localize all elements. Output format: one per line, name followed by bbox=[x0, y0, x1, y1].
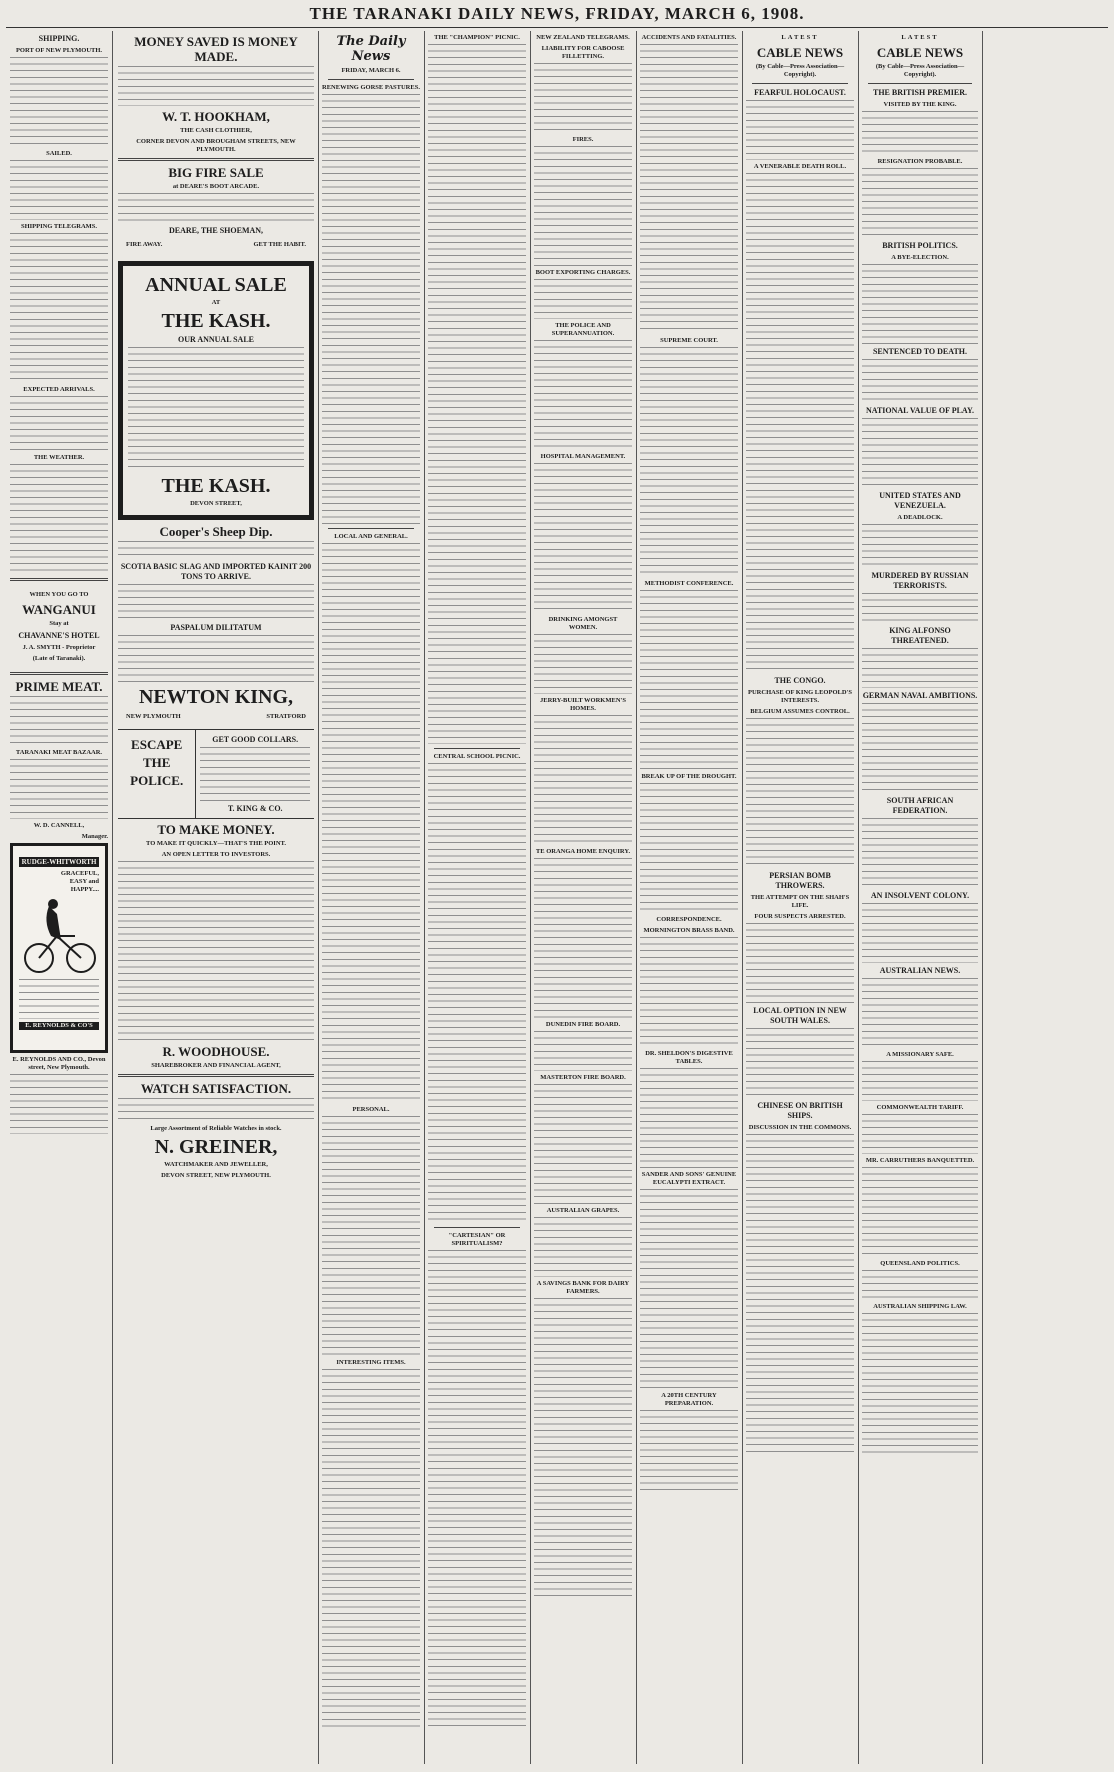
drought-heading: BREAK UP OF THE DROUGHT. bbox=[641, 773, 737, 780]
savings-text bbox=[534, 1298, 632, 1598]
tking-name: T. KING & CO. bbox=[227, 804, 283, 813]
hotel-town: WANGANUI bbox=[22, 602, 96, 617]
make-money-sub: TO MAKE IT QUICKLY—THAT'S THE POINT. bbox=[145, 840, 287, 847]
police-heading: THE POLICE AND SUPERANNUATION. bbox=[551, 322, 615, 337]
latest-label: LATEST bbox=[781, 34, 819, 41]
carruthers-heading: MR. CARRUTHERS BANQUETTED. bbox=[865, 1157, 975, 1164]
scotia-text bbox=[118, 584, 314, 620]
central-text bbox=[428, 763, 526, 1223]
murdered-text bbox=[862, 593, 978, 623]
national-play-heading: NATIONAL VALUE OF PLAY. bbox=[865, 406, 975, 415]
chinese-text bbox=[746, 1134, 854, 1454]
masthead: THE TARANAKI DAILY NEWS, FRIDAY, MARCH 6, 1908. bbox=[309, 4, 805, 23]
local-option-text bbox=[746, 1028, 854, 1098]
interesting-text bbox=[322, 1369, 420, 1729]
shipping-law-text bbox=[862, 1313, 978, 1453]
column-rule bbox=[858, 31, 859, 1764]
reynolds-banner: E. REYNOLDS & CO'S bbox=[19, 1022, 99, 1030]
local-text bbox=[322, 543, 420, 1103]
century-heading: A 20TH CENTURY PREPARATION. bbox=[661, 1392, 717, 1407]
kash-sale-ad bbox=[118, 261, 314, 520]
south-african-text bbox=[862, 818, 978, 888]
kash-devon: DEVON STREET, bbox=[190, 500, 242, 507]
murdered-heading: MURDERED BY RUSSIAN TERRORISTS. bbox=[871, 571, 969, 590]
meat-cannell: W. D. CANNELL, bbox=[33, 822, 85, 829]
fires-heading: FIRES. bbox=[572, 136, 594, 143]
masterton-text bbox=[534, 1084, 632, 1204]
make-money-text bbox=[118, 861, 314, 1041]
editorial-date: FRIDAY, MARCH 6. bbox=[341, 67, 401, 74]
cable-news-heading: CABLE NEWS bbox=[756, 45, 844, 60]
column-rule bbox=[982, 31, 983, 1764]
our-annual-sale: OUR ANNUAL SALE bbox=[177, 335, 254, 344]
insolvent-heading: AN INSOLVENT COLONY. bbox=[870, 891, 970, 900]
methodist-text bbox=[640, 590, 738, 770]
correspondence-heading: CORRESPONDENCE. bbox=[656, 916, 722, 923]
newton-king-places bbox=[118, 710, 314, 723]
expected-arrivals-text bbox=[10, 396, 108, 451]
sander-heading: SANDER AND SONS' GENUINE EUCALYPTI EXTRACT. bbox=[641, 1171, 737, 1186]
jerry-text bbox=[534, 715, 632, 845]
sander-text bbox=[640, 1189, 738, 1389]
collars-text bbox=[200, 747, 310, 801]
renewing-text bbox=[322, 94, 420, 524]
discussion-heading: DISCUSSION IN THE COMMONS. bbox=[748, 1124, 852, 1131]
holocaust-subheads bbox=[746, 100, 854, 160]
coopers-heading: Cooper's Sheep Dip. bbox=[159, 524, 273, 539]
shipping-law-heading: AUSTRALIAN SHIPPING LAW. bbox=[873, 1303, 967, 1310]
scotia-heading: SCOTIA BASIC SLAG AND IMPORTED KAINIT 200 TONS TO ARRIVE. bbox=[120, 562, 312, 581]
masterton-heading: MASTERTON FIRE BOARD. bbox=[540, 1074, 626, 1081]
te-oranga-text bbox=[534, 858, 632, 1018]
escape-word: ESCAPE bbox=[131, 737, 183, 752]
insolvent-text bbox=[862, 903, 978, 963]
port-heading: PORT OF NEW PLYMOUTH. bbox=[15, 47, 103, 54]
divider bbox=[10, 578, 108, 581]
chinese-heading: CHINESE ON BRITISH SHIPS. bbox=[757, 1101, 843, 1120]
hookham-sub: THE CASH CLOTHIER, bbox=[180, 127, 252, 134]
dunedin-heading: DUNEDIN FIRE BOARD. bbox=[545, 1021, 621, 1028]
dunedin-text bbox=[534, 1031, 632, 1071]
meat-text bbox=[10, 696, 108, 746]
supreme-text bbox=[640, 347, 738, 577]
meat-ad bbox=[10, 679, 108, 841]
liability-text bbox=[534, 63, 632, 133]
hookham-name: W. T. HOOKHAM, bbox=[162, 109, 270, 124]
greiner-name: N. GREINER, bbox=[154, 1136, 278, 1158]
watch-heading: WATCH SATISFACTION. bbox=[140, 1081, 292, 1096]
column-cable-news-2 bbox=[862, 31, 978, 1766]
carruthers-text bbox=[862, 1167, 978, 1257]
deare-footer bbox=[118, 238, 314, 251]
police-text bbox=[534, 340, 632, 450]
interesting-heading: INTERESTING ITEMS. bbox=[336, 1359, 406, 1366]
national-play-text bbox=[862, 418, 978, 488]
expected-arrivals-heading: EXPECTED ARRIVALS. bbox=[23, 386, 95, 393]
bicycle-illustration bbox=[19, 896, 103, 976]
open-letter: AN OPEN LETTER TO INVESTORS. bbox=[161, 851, 271, 858]
nk-stratford: STRATFORD bbox=[266, 713, 306, 720]
meat-bazaar: TARANAKI MEAT BAZAAR. bbox=[15, 749, 103, 756]
accidents-text bbox=[640, 44, 738, 334]
mornington-text bbox=[640, 937, 738, 1047]
deare-arcade: at DEARE'S BOOT ARCADE. bbox=[172, 183, 260, 190]
column-nz-telegrams bbox=[534, 31, 632, 1766]
congo-text bbox=[746, 718, 854, 868]
venerable-heading: A VENERABLE DEATH ROLL. bbox=[753, 163, 847, 170]
liability-heading: LIABILITY FOR CABOOSE FILLETTING. bbox=[541, 45, 625, 60]
newton-king-name: NEWTON KING, bbox=[138, 686, 294, 708]
resignation-heading: RESIGNATION PROBABLE. bbox=[877, 158, 963, 165]
deadlock-text bbox=[862, 524, 978, 568]
by-cable-2: (By Cable—Press Association—Copyright). bbox=[875, 63, 965, 78]
drinking-heading: DRINKING AMONGST WOMEN. bbox=[548, 616, 618, 631]
methodist-heading: METHODIST CONFERENCE. bbox=[644, 580, 734, 587]
missionary-text bbox=[862, 1061, 978, 1101]
sailed-heading: SAILED. bbox=[46, 150, 72, 157]
hotel-proprietor: J. A. SMYTH - Proprietor bbox=[22, 644, 96, 651]
paspalum-heading: PASPALUM DILITATUM bbox=[170, 623, 262, 632]
premier-heading: THE BRITISH PREMIER. bbox=[872, 88, 968, 97]
column-picnics bbox=[428, 31, 526, 1766]
australian-news-heading: AUSTRALIAN NEWS. bbox=[879, 966, 961, 975]
column-rule bbox=[530, 31, 531, 1764]
belgium-heading: BELGIUM ASSUMES CONTROL. bbox=[750, 708, 850, 715]
rudge-slogan: GRACEFUL, EASY and HAPPY.... bbox=[60, 870, 99, 893]
rudge-whitworth-ad bbox=[10, 843, 108, 1053]
local-heading: LOCAL AND GENERAL. bbox=[334, 533, 408, 540]
sentenced-text bbox=[862, 359, 978, 403]
hospital-heading: HOSPITAL MANAGEMENT. bbox=[540, 453, 626, 460]
resignation-text bbox=[862, 168, 978, 238]
central-heading: CENTRAL SCHOOL PICNIC. bbox=[433, 753, 521, 760]
column-accidents bbox=[640, 31, 738, 1766]
supreme-heading: SUPREME COURT. bbox=[660, 337, 718, 344]
reynolds-text bbox=[10, 1074, 108, 1134]
holocaust-heading: FEARFUL HOLOCAUST. bbox=[754, 88, 846, 97]
weather-heading: THE WEATHER. bbox=[33, 454, 85, 461]
drought-text bbox=[640, 783, 738, 913]
kash-bottom-name: THE KASH. bbox=[161, 475, 271, 497]
personal-heading: PERSONAL. bbox=[352, 1106, 390, 1113]
personal-text bbox=[322, 1116, 420, 1356]
visited-text bbox=[862, 111, 978, 155]
meat-details bbox=[10, 759, 108, 819]
four-suspects-heading: FOUR SUSPECTS ARRESTED. bbox=[754, 913, 846, 920]
congo-sub: PURCHASE OF KING LEOPOLD'S INTERESTS. bbox=[748, 689, 852, 704]
rudge-heading: RUDGE-WHITWORTH bbox=[19, 857, 99, 867]
column-rule bbox=[636, 31, 637, 1764]
nz-telegrams-heading: NEW ZEALAND TELEGRAMS. bbox=[536, 34, 630, 41]
hospital-text bbox=[534, 463, 632, 613]
masthead-rule bbox=[6, 27, 1108, 28]
tide-table bbox=[10, 57, 108, 147]
persian-heading: PERSIAN BOMB THROWERS. bbox=[769, 871, 831, 890]
hookham-address: CORNER DEVON AND BROUGHAM STREETS, NEW PLYMOUTH. bbox=[136, 138, 296, 153]
kash-items bbox=[128, 347, 304, 472]
divider bbox=[434, 748, 520, 749]
fire-away: FIRE AWAY. bbox=[126, 241, 163, 248]
sheldon-heading: DR. SHELDON'S DIGESTIVE TABLES. bbox=[645, 1050, 733, 1065]
shipping-telegrams-heading: SHIPPING TELEGRAMS. bbox=[20, 223, 98, 230]
kash-name: THE KASH. bbox=[161, 310, 271, 332]
meat-manager: Manager. bbox=[81, 833, 108, 840]
hotel-name: CHAVANNE'S HOTEL bbox=[18, 631, 100, 640]
german-text bbox=[862, 703, 978, 793]
sentenced-heading: SENTENCED TO DEATH. bbox=[872, 347, 968, 356]
deadlock-heading: A DEADLOCK. bbox=[897, 514, 943, 521]
savings-heading: A SAVINGS BANK FOR DAIRY FARMERS. bbox=[536, 1280, 630, 1295]
alfonso-text bbox=[862, 648, 978, 688]
paspalum-text bbox=[118, 635, 314, 683]
jerry-heading: JERRY-BUILT WORKMEN'S HOMES. bbox=[540, 697, 626, 712]
escape-police: POLICE. bbox=[130, 773, 184, 788]
woodhouse-name: R. WOODHOUSE. bbox=[162, 1044, 270, 1059]
australian-news-text bbox=[862, 978, 978, 1048]
money-saved-heading: MONEY SAVED IS MONEY MADE. bbox=[134, 34, 298, 64]
divider bbox=[10, 672, 108, 675]
big-fire-heading: BIG FIRE SALE bbox=[168, 165, 264, 180]
make-money-heading: TO MAKE MONEY. bbox=[157, 822, 275, 837]
divider bbox=[118, 1074, 314, 1077]
australian-grapes-heading: AUSTRALIAN GRAPES. bbox=[546, 1207, 620, 1214]
german-heading: GERMAN NAVAL AMBITIONS. bbox=[862, 691, 978, 700]
local-option-heading: LOCAL OPTION IN NEW SOUTH WALES. bbox=[753, 1006, 847, 1025]
deare-name: DEARE, THE SHOEMAN, bbox=[168, 226, 264, 235]
renewing-heading: RENEWING GORSE PASTURES. bbox=[322, 84, 420, 91]
column-shipping bbox=[10, 31, 108, 1766]
hotel-ad bbox=[10, 585, 108, 668]
visited-heading: VISITED BY THE KING. bbox=[883, 101, 957, 108]
column-advertisements bbox=[118, 31, 314, 1766]
greiner-sub: WATCHMAKER AND JEWELLER, bbox=[164, 1161, 268, 1168]
boot-heading: BOOT EXPORTING CHARGES. bbox=[535, 269, 631, 276]
deare-text bbox=[118, 193, 314, 223]
column-cable-news-1 bbox=[746, 31, 854, 1766]
column-rule bbox=[318, 31, 319, 1764]
column-editorial bbox=[322, 31, 420, 1766]
bye-election-heading: A BYE-ELECTION. bbox=[891, 254, 949, 261]
hotel-when: WHEN YOU GO TO bbox=[29, 591, 89, 598]
queensland-heading: QUEENSLAND POLITICS. bbox=[880, 1260, 960, 1267]
persian-text bbox=[746, 923, 854, 1003]
annual-sale-at: AT bbox=[211, 299, 221, 306]
collars-heading: GET GOOD COLLARS. bbox=[212, 735, 299, 744]
alfonso-heading: KING ALFONSO THREATENED. bbox=[889, 626, 951, 645]
boot-text bbox=[534, 279, 632, 319]
queensland-text bbox=[862, 1270, 978, 1300]
column-rule bbox=[112, 31, 113, 1764]
column-rule bbox=[424, 31, 425, 1764]
by-cable: (By Cable—Press Association—Copyright). bbox=[755, 63, 845, 78]
champion-text bbox=[428, 44, 526, 744]
get-habit: GET THE HABIT. bbox=[253, 241, 306, 248]
mornington-heading: MORNINGTON BRASS BAND. bbox=[643, 927, 735, 934]
escape-collars-row bbox=[118, 729, 314, 819]
collars-ad bbox=[196, 730, 314, 818]
sheldon-text bbox=[640, 1068, 738, 1168]
weather-text bbox=[10, 464, 108, 574]
cartesian-heading: "CARTESIAN" OR SPIRITUALISM? bbox=[448, 1232, 506, 1247]
australian-grapes-text bbox=[534, 1217, 632, 1277]
shipping-telegrams-text bbox=[10, 233, 108, 383]
us-venezuela-heading: UNITED STATES AND VENEZUELA. bbox=[879, 491, 961, 510]
hookham-text bbox=[118, 66, 314, 106]
cartesian-text bbox=[428, 1250, 526, 1730]
te-oranga-heading: TE ORANGA HOME ENQUIRY. bbox=[535, 848, 631, 855]
missionary-heading: A MISSIONARY SAFE. bbox=[886, 1051, 954, 1058]
congo-heading: THE CONGO. bbox=[774, 676, 826, 685]
escape-the: THE bbox=[142, 755, 171, 770]
fires-text bbox=[534, 146, 632, 266]
attempt-heading: THE ATTEMPT ON THE SHAH'S LIFE. bbox=[750, 894, 850, 909]
greiner-address: DEVON STREET, NEW PLYMOUTH. bbox=[161, 1172, 271, 1179]
hotel-late: (Late of Taranaki). bbox=[32, 655, 86, 662]
century-text bbox=[640, 1410, 738, 1490]
nk-new-plymouth: NEW PLYMOUTH bbox=[126, 713, 181, 720]
divider bbox=[118, 158, 314, 161]
hotel-stay: Stay at bbox=[49, 620, 69, 627]
tariff-heading: COMMONWEALTH TARIFF. bbox=[876, 1104, 964, 1111]
paper-logo: The Daily News bbox=[336, 34, 406, 64]
reynolds-address: E. REYNOLDS AND CO., Devon street, New Plymouth. bbox=[12, 1056, 106, 1071]
holocaust-text bbox=[746, 173, 854, 673]
sailed-text bbox=[10, 160, 108, 220]
annual-sale-heading: ANNUAL SALE bbox=[145, 274, 287, 296]
rudge-text bbox=[19, 979, 99, 1019]
coopers-text bbox=[118, 541, 314, 559]
woodhouse-sub: SHAREBROKER AND FINANCIAL AGENT, bbox=[151, 1062, 281, 1069]
divider bbox=[434, 1227, 520, 1228]
bye-election-text bbox=[862, 264, 978, 344]
watch-text bbox=[118, 1098, 314, 1122]
escape-ad bbox=[118, 730, 196, 818]
column-rule bbox=[742, 31, 743, 1764]
shipping-heading: SHIPPING. bbox=[38, 34, 80, 43]
meat-heading: PRIME MEAT. bbox=[15, 679, 103, 694]
latest-label-2: LATEST bbox=[901, 34, 939, 41]
divider bbox=[868, 83, 972, 84]
drinking-text bbox=[534, 634, 632, 694]
watch-sub: Large Assortment of Reliable Watches in stock. bbox=[150, 1125, 282, 1132]
tariff-text bbox=[862, 1114, 978, 1154]
divider bbox=[752, 83, 848, 84]
south-african-heading: SOUTH AFRICAN FEDERATION. bbox=[886, 796, 954, 815]
divider bbox=[328, 528, 414, 529]
politics-heading: BRITISH POLITICS. bbox=[882, 241, 958, 250]
cable-news-heading-2: CABLE NEWS bbox=[876, 45, 964, 60]
divider bbox=[328, 79, 414, 80]
champion-heading: THE "CHAMPION" PICNIC. bbox=[434, 34, 520, 41]
accidents-heading: ACCIDENTS AND FATALITIES. bbox=[641, 34, 737, 41]
